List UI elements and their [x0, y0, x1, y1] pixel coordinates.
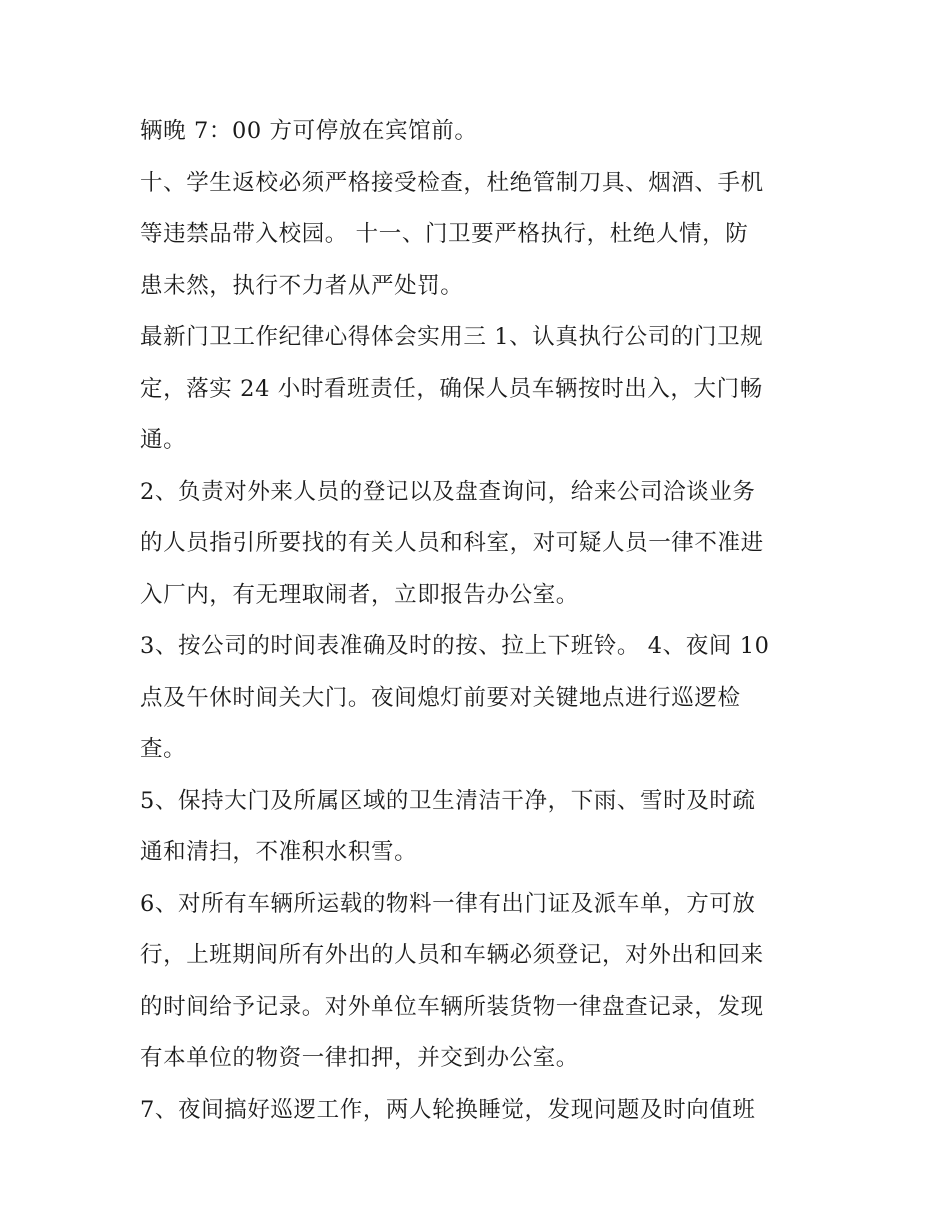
text-line: 定，落实 24 小时看班责任，确保人员车辆按时出入，大门畅 — [140, 375, 763, 402]
text-line: 的人员指引所要找的有关人员和科室，对可疑人员一律不准进 — [140, 530, 764, 556]
text-line: 3、按公司的时间表准确及时的按、拉上下班铃。 4、夜间 10 — [140, 633, 770, 659]
text-line: 等违禁品带入校园。 十一、门卫要严格执行，杜绝人情，防 — [140, 221, 749, 247]
text-line: 的时间给予记录。对外单位车辆所装货物一律盘查记录，发现 — [140, 993, 764, 1020]
document-body — [140, 106, 816, 1136]
text-line: 查。 — [140, 736, 187, 762]
text-line: 点及午休时间关大门。夜间熄灯前要对关键地点进行巡逻检 — [140, 684, 741, 711]
text-line: 患未然，执行不力者从严处罚。 — [140, 272, 464, 299]
text-line: 有本单位的物资一律扣押，并交到办公室。 — [140, 1045, 579, 1071]
text-line: 通。 — [140, 427, 187, 453]
text-line: 7、夜间搞好巡逻工作，两人轮换睡觉，发现问题及时向值班 — [140, 1096, 756, 1123]
text-line: 最新门卫工作纪律心得体会实用三 1、认真执行公司的门卫规 — [140, 324, 764, 350]
text-line: 2、负责对外来人员的登记以及盘查询问，给来公司洽谈业务 — [140, 478, 756, 505]
text-line: 6、对所有车辆所运载的物料一律有出门证及派车单，方可放 — [140, 890, 756, 917]
text-line: 辆晚 7：00 方可停放在宾馆前。 — [140, 118, 478, 144]
text-line: 行，上班期间所有外出的人员和车辆必须登记，对外出和回来 — [140, 942, 764, 968]
text-line: 通和清扫，不准积水积雪。 — [140, 839, 418, 865]
text-line: 入厂内，有无理取闹者，立即报告办公室。 — [140, 581, 579, 608]
text-line: 5、保持大门及所属区域的卫生清洁干净，下雨、雪时及时疏 — [140, 787, 756, 814]
text-line: 十、学生返校必须严格接受检查，杜绝管制刀具、烟酒、手机 — [140, 169, 764, 196]
